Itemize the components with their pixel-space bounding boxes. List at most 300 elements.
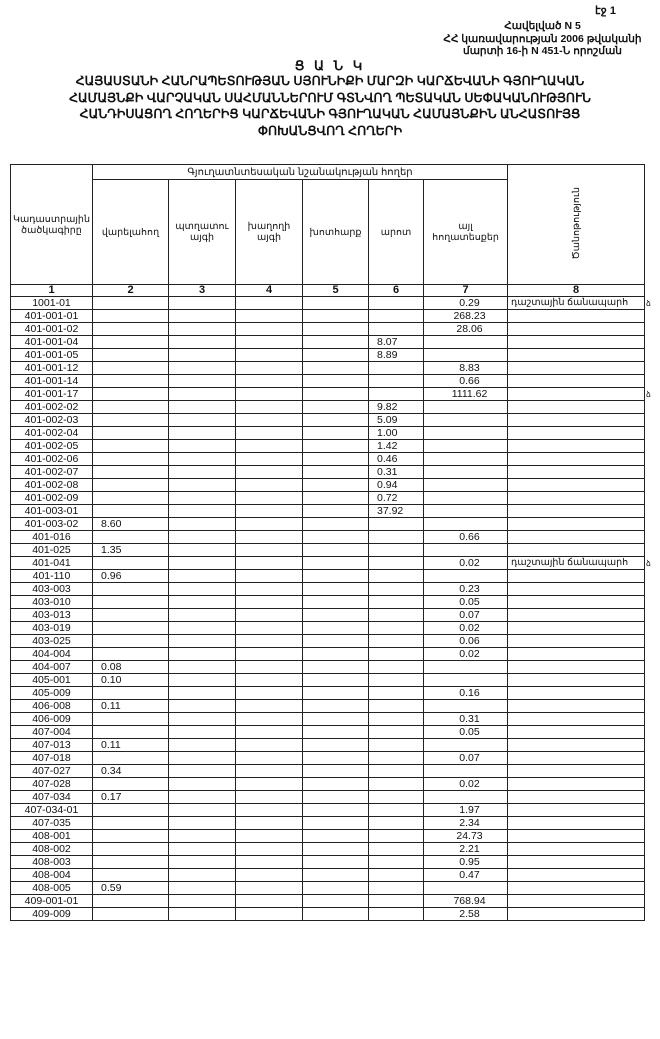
cell-vineyard <box>236 518 303 531</box>
cell-vineyard <box>236 505 303 518</box>
cell-orchard <box>169 635 236 648</box>
table-row <box>11 882 645 895</box>
cell-vineyard <box>236 297 303 310</box>
cell-pasture <box>369 388 424 401</box>
cell-other <box>424 492 508 505</box>
cell-arable: 1.35 <box>93 544 169 557</box>
cell-hayfield <box>303 310 369 323</box>
table-row <box>11 466 645 479</box>
cell-hayfield <box>303 479 369 492</box>
cell-note: դաշտային ճանապարհ <box>508 557 645 570</box>
cell-code: 401-001-01 <box>11 310 93 323</box>
cell-hayfield <box>303 739 369 752</box>
table-row <box>11 531 645 544</box>
cell-code: 407-004 <box>11 726 93 739</box>
cell-orchard <box>169 310 236 323</box>
cell-arable <box>93 297 169 310</box>
cell-other: 768.94 <box>424 895 508 908</box>
header-note <box>508 165 645 285</box>
cell-other: 0.07 <box>424 752 508 765</box>
cell-hayfield <box>303 700 369 713</box>
cell-code: 401-002-08 <box>11 479 93 492</box>
column-number: 5 <box>303 285 369 297</box>
cell-other <box>424 674 508 687</box>
table-row <box>11 388 645 401</box>
cell-note <box>508 908 645 921</box>
cell-note <box>508 726 645 739</box>
cell-other <box>424 336 508 349</box>
cell-other: 0.16 <box>424 687 508 700</box>
cell-orchard <box>169 505 236 518</box>
cell-other <box>424 700 508 713</box>
cell-pasture: 8.89 <box>369 349 424 362</box>
table-row <box>11 375 645 388</box>
cell-hayfield <box>303 882 369 895</box>
cell-hayfield <box>303 505 369 518</box>
cell-orchard <box>169 843 236 856</box>
cell-pasture <box>369 765 424 778</box>
document-heading: Ց Ա Ն Կ <box>294 58 366 73</box>
cell-hayfield <box>303 830 369 843</box>
cell-code: 406-009 <box>11 713 93 726</box>
cell-arable <box>93 830 169 843</box>
table-row <box>11 830 645 843</box>
cell-orchard <box>169 388 236 401</box>
cell-pasture: 0.31 <box>369 466 424 479</box>
cell-pasture <box>369 622 424 635</box>
cell-pasture <box>369 583 424 596</box>
cell-vineyard <box>236 388 303 401</box>
cell-hayfield <box>303 778 369 791</box>
cell-note <box>508 453 645 466</box>
cell-vineyard <box>236 440 303 453</box>
column-number: 1 <box>11 285 93 297</box>
cut-off-note-fragment: ձ <box>646 389 651 399</box>
cut-off-note-fragment: ձ <box>646 558 651 568</box>
cell-pasture <box>369 323 424 336</box>
header-agricultural-group: Գյուղատնտեսական նշանակության հողեր <box>93 165 508 180</box>
cell-orchard <box>169 414 236 427</box>
cell-pasture <box>369 843 424 856</box>
cell-orchard <box>169 713 236 726</box>
cell-hayfield <box>303 908 369 921</box>
cell-orchard <box>169 908 236 921</box>
cell-hayfield <box>303 804 369 817</box>
cell-note <box>508 401 645 414</box>
cell-arable: 0.59 <box>93 882 169 895</box>
document-title <box>30 73 630 139</box>
cell-other: 0.07 <box>424 609 508 622</box>
cell-hayfield <box>303 414 369 427</box>
cell-pasture <box>369 895 424 908</box>
cell-note <box>508 635 645 648</box>
cell-arable <box>93 687 169 700</box>
cell-hayfield <box>303 687 369 700</box>
cell-note <box>508 414 645 427</box>
cell-pasture <box>369 882 424 895</box>
cell-code: 401-003-01 <box>11 505 93 518</box>
cell-note <box>508 674 645 687</box>
table-row <box>11 492 645 505</box>
cell-vineyard <box>236 401 303 414</box>
cell-arable <box>93 596 169 609</box>
cell-vineyard <box>236 349 303 362</box>
cell-arable <box>93 362 169 375</box>
cell-arable <box>93 726 169 739</box>
cell-pasture <box>369 687 424 700</box>
cell-arable <box>93 414 169 427</box>
cell-vineyard <box>236 414 303 427</box>
cell-pasture <box>369 739 424 752</box>
cell-code: 401-002-09 <box>11 492 93 505</box>
cell-note <box>508 505 645 518</box>
cell-pasture: 9.82 <box>369 401 424 414</box>
cell-other <box>424 661 508 674</box>
cell-vineyard <box>236 843 303 856</box>
cell-arable <box>93 635 169 648</box>
cell-other: 0.66 <box>424 531 508 544</box>
cell-code: 401-110 <box>11 570 93 583</box>
cell-code: 401-001-12 <box>11 362 93 375</box>
cell-note <box>508 856 645 869</box>
header-pasture: արոտ <box>369 180 424 285</box>
cell-pasture: 0.94 <box>369 479 424 492</box>
annex-line: ՀՀ կառավարության 2006 թվականի <box>443 32 642 45</box>
cell-hayfield <box>303 713 369 726</box>
cell-code: 401-002-02 <box>11 401 93 414</box>
cell-note <box>508 752 645 765</box>
cell-arable <box>93 440 169 453</box>
table-row <box>11 440 645 453</box>
cell-note <box>508 778 645 791</box>
cell-arable <box>93 843 169 856</box>
cell-pasture <box>369 700 424 713</box>
cell-orchard <box>169 648 236 661</box>
cell-note <box>508 843 645 856</box>
cell-hayfield <box>303 661 369 674</box>
cell-code: 401-002-04 <box>11 427 93 440</box>
table-row <box>11 713 645 726</box>
table-row <box>11 635 645 648</box>
cell-orchard <box>169 739 236 752</box>
cell-pasture <box>369 635 424 648</box>
cell-orchard <box>169 427 236 440</box>
cell-orchard <box>169 895 236 908</box>
table-row <box>11 895 645 908</box>
cell-arable: 8.60 <box>93 518 169 531</box>
cell-orchard <box>169 297 236 310</box>
cell-other: 0.02 <box>424 622 508 635</box>
header-hayfield: խոտհարք <box>303 180 369 285</box>
cell-pasture <box>369 713 424 726</box>
table-row <box>11 726 645 739</box>
header-arable: վարելահող <box>93 180 169 285</box>
cell-hayfield <box>303 362 369 375</box>
cell-other: 2.21 <box>424 843 508 856</box>
cell-arable <box>93 427 169 440</box>
cell-other: 1111.62 <box>424 388 508 401</box>
cell-code: 407-034 <box>11 791 93 804</box>
cell-other: 0.95 <box>424 856 508 869</box>
cell-vineyard <box>236 726 303 739</box>
cell-pasture <box>369 557 424 570</box>
cell-note <box>508 713 645 726</box>
cell-other: 0.05 <box>424 596 508 609</box>
cell-note <box>508 791 645 804</box>
land-table <box>10 164 645 921</box>
cell-pasture <box>369 856 424 869</box>
cell-vineyard <box>236 492 303 505</box>
cell-note <box>508 570 645 583</box>
table-row <box>11 648 645 661</box>
cell-vineyard <box>236 635 303 648</box>
cell-pasture <box>369 661 424 674</box>
cell-note <box>508 700 645 713</box>
cell-arable <box>93 453 169 466</box>
cell-arable <box>93 869 169 882</box>
table-row <box>11 557 645 570</box>
column-number: 3 <box>169 285 236 297</box>
cell-arable <box>93 856 169 869</box>
cell-pasture <box>369 297 424 310</box>
cell-arable <box>93 713 169 726</box>
cell-note <box>508 596 645 609</box>
cell-vineyard <box>236 453 303 466</box>
cell-other: 268.23 <box>424 310 508 323</box>
cell-pasture: 1.00 <box>369 427 424 440</box>
annex-reference <box>420 20 660 58</box>
cell-other <box>424 791 508 804</box>
annex-line: մարտի 16-ի N 451-Ն որոշման <box>463 45 622 57</box>
cell-orchard <box>169 674 236 687</box>
cell-orchard <box>169 401 236 414</box>
cell-code: 407-013 <box>11 739 93 752</box>
cell-note <box>508 362 645 375</box>
header-vineyard: խաղողի այգի <box>236 180 303 285</box>
cell-orchard <box>169 440 236 453</box>
table-row <box>11 401 645 414</box>
cell-other: 0.02 <box>424 778 508 791</box>
cell-arable <box>93 466 169 479</box>
cell-hayfield <box>303 791 369 804</box>
cell-vineyard <box>236 336 303 349</box>
column-number: 2 <box>93 285 169 297</box>
cell-vineyard <box>236 622 303 635</box>
cell-arable <box>93 310 169 323</box>
cell-other <box>424 570 508 583</box>
table-row <box>11 479 645 492</box>
cell-orchard <box>169 661 236 674</box>
table-row <box>11 323 645 336</box>
cell-code: 408-001 <box>11 830 93 843</box>
page-number: էջ 1 <box>595 5 616 17</box>
cell-vineyard <box>236 713 303 726</box>
cell-other: 0.29 <box>424 297 508 310</box>
table-row <box>11 427 645 440</box>
cell-note <box>508 531 645 544</box>
cell-note <box>508 492 645 505</box>
cell-other <box>424 518 508 531</box>
table-row <box>11 856 645 869</box>
cell-other <box>424 349 508 362</box>
table-row <box>11 518 645 531</box>
cell-vineyard <box>236 427 303 440</box>
cell-arable: 0.96 <box>93 570 169 583</box>
cell-code: 408-005 <box>11 882 93 895</box>
cell-hayfield <box>303 596 369 609</box>
cell-note <box>508 336 645 349</box>
cell-code: 403-019 <box>11 622 93 635</box>
cell-vineyard <box>236 765 303 778</box>
cell-pasture: 8.07 <box>369 336 424 349</box>
cell-note <box>508 661 645 674</box>
cell-code: 403-003 <box>11 583 93 596</box>
table-row <box>11 843 645 856</box>
cell-arable <box>93 401 169 414</box>
cell-arable <box>93 817 169 830</box>
table-row <box>11 687 645 700</box>
cell-code: 404-007 <box>11 661 93 674</box>
title-line: ՀԱՅԱՍՏԱՆԻ ՀԱՆՐԱՊԵՏՈՒԹՅԱՆ ՍՅՈՒՆԻՔԻ ՄԱՐԶԻ ԿԱՐՃԵՎԱՆԻ ԳՅՈՒՂԱԿԱՆ <box>75 74 585 88</box>
cell-vineyard <box>236 310 303 323</box>
cell-arable: 0.08 <box>93 661 169 674</box>
cell-orchard <box>169 570 236 583</box>
cell-code: 404-004 <box>11 648 93 661</box>
cell-other: 0.05 <box>424 726 508 739</box>
cell-orchard <box>169 583 236 596</box>
cell-code: 407-035 <box>11 817 93 830</box>
cell-pasture <box>369 674 424 687</box>
cell-orchard <box>169 531 236 544</box>
cell-hayfield <box>303 427 369 440</box>
cell-pasture <box>369 518 424 531</box>
cell-hayfield <box>303 674 369 687</box>
cell-arable <box>93 336 169 349</box>
cell-hayfield <box>303 765 369 778</box>
table-row <box>11 661 645 674</box>
cell-arable <box>93 349 169 362</box>
cell-vineyard <box>236 856 303 869</box>
cell-arable <box>93 895 169 908</box>
cell-arable <box>93 908 169 921</box>
table-row <box>11 908 645 921</box>
cell-code: 407-034-01 <box>11 804 93 817</box>
cell-arable <box>93 479 169 492</box>
cell-arable: 0.11 <box>93 739 169 752</box>
cell-hayfield <box>303 557 369 570</box>
cell-hayfield <box>303 570 369 583</box>
cell-note <box>508 648 645 661</box>
cell-pasture: 0.72 <box>369 492 424 505</box>
cell-other: 0.02 <box>424 648 508 661</box>
cell-hayfield <box>303 518 369 531</box>
cell-note <box>508 310 645 323</box>
cell-orchard <box>169 492 236 505</box>
cell-other <box>424 414 508 427</box>
cell-hayfield <box>303 609 369 622</box>
cell-pasture <box>369 362 424 375</box>
cell-pasture <box>369 869 424 882</box>
cell-orchard <box>169 622 236 635</box>
cell-arable <box>93 388 169 401</box>
cell-orchard <box>169 609 236 622</box>
cell-other: 0.31 <box>424 713 508 726</box>
cell-arable <box>93 804 169 817</box>
title-line: ՀԱՆԴԻՍԱՑՈՂ ՀՈՂԵՐԻՑ ԿԱՐՃԵՎԱՆԻ ԳՅՈՒՂԱԿԱՆ ՀԱՄԱՅՆՔԻՆ ԱՆՀԱՏՈՒՅՑ <box>79 107 581 121</box>
column-number: 7 <box>424 285 508 297</box>
cell-pasture <box>369 596 424 609</box>
column-number: 6 <box>369 285 424 297</box>
cell-code: 409-001-01 <box>11 895 93 908</box>
cell-orchard <box>169 869 236 882</box>
table-row <box>11 310 645 323</box>
table-row <box>11 583 645 596</box>
table-row <box>11 596 645 609</box>
cell-other <box>424 453 508 466</box>
cell-pasture <box>369 609 424 622</box>
cell-orchard <box>169 336 236 349</box>
column-number: 8 <box>508 285 645 297</box>
cell-hayfield <box>303 583 369 596</box>
cell-vineyard <box>236 531 303 544</box>
cell-vineyard <box>236 869 303 882</box>
cell-orchard <box>169 791 236 804</box>
cell-code: 401-002-07 <box>11 466 93 479</box>
cell-code: 406-008 <box>11 700 93 713</box>
cell-hayfield <box>303 895 369 908</box>
cell-pasture <box>369 375 424 388</box>
cell-code: 407-018 <box>11 752 93 765</box>
cell-vineyard <box>236 791 303 804</box>
cell-pasture: 37.92 <box>369 505 424 518</box>
header-orchard: պտղատու այգի <box>169 180 236 285</box>
cell-note: դաշտային ճանապարհ <box>508 297 645 310</box>
cell-other <box>424 544 508 557</box>
table-row <box>11 544 645 557</box>
cell-note <box>508 869 645 882</box>
title-line: ՓՈԽԱՆՑՎՈՂ ՀՈՂԵՐԻ <box>257 123 403 138</box>
cell-orchard <box>169 856 236 869</box>
table-row <box>11 349 645 362</box>
cell-pasture <box>369 830 424 843</box>
cell-orchard <box>169 557 236 570</box>
cell-orchard <box>169 882 236 895</box>
cell-code: 407-027 <box>11 765 93 778</box>
cell-vineyard <box>236 544 303 557</box>
cell-orchard <box>169 518 236 531</box>
cell-note <box>508 804 645 817</box>
cell-orchard <box>169 830 236 843</box>
cell-hayfield <box>303 492 369 505</box>
cell-note <box>508 323 645 336</box>
cell-code: 408-003 <box>11 856 93 869</box>
cell-orchard <box>169 362 236 375</box>
cell-other <box>424 505 508 518</box>
cell-arable: 0.17 <box>93 791 169 804</box>
cell-vineyard <box>236 752 303 765</box>
cell-other: 0.02 <box>424 557 508 570</box>
cell-vineyard <box>236 375 303 388</box>
cell-code: 409-009 <box>11 908 93 921</box>
cell-code: 1001-01 <box>11 297 93 310</box>
cell-arable <box>93 583 169 596</box>
cell-orchard <box>169 466 236 479</box>
table-row <box>11 453 645 466</box>
cell-pasture <box>369 752 424 765</box>
table-row <box>11 414 645 427</box>
annex-line: Հավելված N 5 <box>504 20 581 32</box>
table-row <box>11 817 645 830</box>
